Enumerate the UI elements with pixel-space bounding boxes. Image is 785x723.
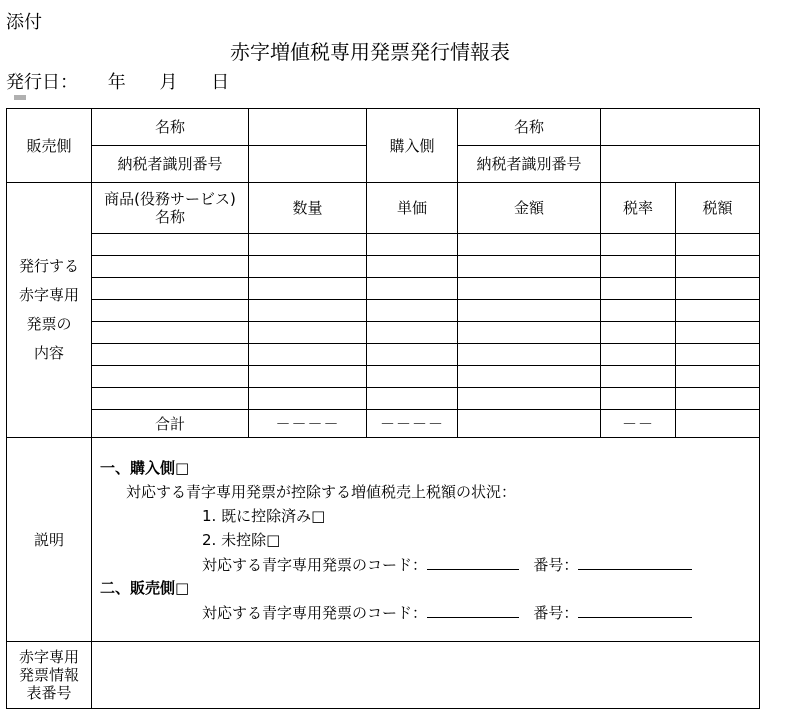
unit-price-cell[interactable] [367,256,458,278]
blue-invoice-code-label: 対応する青字専用発票のコード： [202,556,428,574]
quantity-header: 数量 [249,183,367,234]
seller-section-heading[interactable]: 二、販売側□ [100,579,190,597]
tax-amount-cell[interactable] [676,256,760,278]
item-row [7,344,760,366]
seller-name-field[interactable] [249,109,367,146]
info-number-field[interactable] [92,642,760,709]
amount-cell[interactable] [458,300,601,322]
buyer-section-heading[interactable]: 一、購入側□ [100,459,190,477]
tax-rate-cell[interactable] [601,278,676,300]
explanation-row [7,438,760,642]
unit-price-cell[interactable] [367,300,458,322]
goods-name-cell[interactable] [92,344,249,366]
item-row [7,322,760,344]
info-number-label-line: 表番号 [26,684,72,702]
amount-cell[interactable] [458,366,601,388]
day-label: 日 [211,72,230,93]
seller-name-label: 名称 [92,109,249,146]
unit-price-cell[interactable] [367,388,458,410]
option-deducted[interactable]: 1. 既に控除済み□ [202,507,326,525]
goods-header-line: 商品(役務サービス) [104,190,236,208]
amount-cell[interactable] [458,388,601,410]
blue-invoice-code-label: 対応する青字専用発票のコード： [202,604,428,622]
quantity-cell[interactable] [249,366,367,388]
option-not-deducted[interactable]: 2. 未控除□ [202,531,281,549]
tax-rate-cell[interactable] [601,388,676,410]
tax-rate-cell[interactable] [601,300,676,322]
tax-amount-cell[interactable] [676,234,760,256]
amount-header: 金額 [458,183,601,234]
unit-price-cell[interactable] [367,234,458,256]
content-label-line: 赤字専用 [18,286,79,304]
total-amount-cell[interactable] [458,410,601,438]
buyer-label: 購入側 [367,109,458,183]
blue-invoice-number-label: 番号： [533,604,579,622]
amount-cell[interactable] [458,256,601,278]
tax-rate-header: 税率 [601,183,676,234]
unit-price-cell[interactable] [367,344,458,366]
quantity-cell[interactable] [249,344,367,366]
content-label-line: 発票の [26,315,72,333]
buyer-taxid-label: 納税者識別番号 [458,146,601,183]
content-label-line: 発行する [18,257,79,275]
item-row [7,256,760,278]
total-label: 合計 [92,410,249,438]
table-handle-marker [14,95,26,100]
quantity-cell[interactable] [249,234,367,256]
content-label-line: 内容 [33,344,64,362]
amount-cell[interactable] [458,278,601,300]
explanation-label: 説明 [7,438,92,642]
total-row [7,410,760,438]
tax-amount-cell[interactable] [676,278,760,300]
tax-amount-header: 税額 [676,183,760,234]
total-quantity-dash: －－－－ [249,410,367,438]
unit-price-header: 単価 [367,183,458,234]
blue-invoice-number-label: 番号： [533,556,579,574]
info-number-label-line: 赤字専用 [18,648,79,666]
tax-amount-cell[interactable] [676,388,760,410]
item-row [7,388,760,410]
total-tax-rate-dash: －－ [601,410,676,438]
goods-name-header [92,183,249,234]
tax-rate-cell[interactable] [601,256,676,278]
blue-invoice-number-field[interactable] [578,600,692,618]
info-number-label [7,642,92,709]
info-number-row [7,642,760,709]
quantity-cell[interactable] [249,300,367,322]
buyer-taxid-field[interactable] [601,146,760,183]
tax-amount-cell[interactable] [676,344,760,366]
buyer-deduction-status: 対応する青字専用発票が控除する増値税売上税額の状況： [126,483,517,501]
party-name-row [7,109,760,146]
blue-invoice-code-field[interactable] [427,600,519,618]
quantity-cell[interactable] [249,322,367,344]
tax-rate-cell[interactable] [601,366,676,388]
content-section-label [7,183,92,438]
total-tax-amount-cell[interactable] [676,410,760,438]
item-row [7,234,760,256]
goods-header-line: 名称 [154,208,185,226]
tax-amount-cell[interactable] [676,366,760,388]
month-label: 月 [159,72,178,93]
issue-date-row [6,68,229,94]
tax-amount-cell[interactable] [676,322,760,344]
buyer-name-label: 名称 [458,109,601,146]
tax-amount-cell[interactable] [676,300,760,322]
item-row [7,278,760,300]
buyer-blue-invoice-line [100,552,759,576]
tax-rate-cell[interactable] [601,322,676,344]
unit-price-cell[interactable] [367,278,458,300]
form-title: 赤字増値税専用発票発行情報表 [230,40,510,64]
quantity-cell[interactable] [249,256,367,278]
red-invoice-form-table [6,108,760,709]
seller-label: 販売側 [7,109,92,183]
info-number-label-line: 発票情報 [18,666,79,684]
amount-cell[interactable] [458,322,601,344]
tax-rate-cell[interactable] [601,344,676,366]
total-unit-price-dash: －－－－ [367,410,458,438]
item-row [7,366,760,388]
amount-cell[interactable] [458,234,601,256]
blue-invoice-code-field[interactable] [427,552,519,570]
explanation-content [92,438,760,642]
goods-name-cell[interactable] [92,278,249,300]
goods-name-cell[interactable] [92,388,249,410]
goods-name-cell[interactable] [92,234,249,256]
seller-taxid-label: 納税者識別番号 [92,146,249,183]
quantity-cell[interactable] [249,388,367,410]
item-row [7,300,760,322]
items-header-row [7,183,760,234]
tax-rate-cell[interactable] [601,234,676,256]
goods-name-cell[interactable] [92,322,249,344]
goods-name-cell[interactable] [92,366,249,388]
amount-cell[interactable] [458,344,601,366]
issue-date-label: 発行日： [6,72,78,93]
unit-price-cell[interactable] [367,322,458,344]
attachment-label: 添付 [6,12,42,33]
unit-price-cell[interactable] [367,366,458,388]
goods-name-cell[interactable] [92,256,249,278]
quantity-cell[interactable] [249,278,367,300]
buyer-name-field[interactable] [601,109,760,146]
seller-taxid-field[interactable] [249,146,367,183]
goods-name-cell[interactable] [92,300,249,322]
year-label: 年 [107,72,126,93]
blue-invoice-number-field[interactable] [578,552,692,570]
seller-blue-invoice-line [100,600,759,624]
